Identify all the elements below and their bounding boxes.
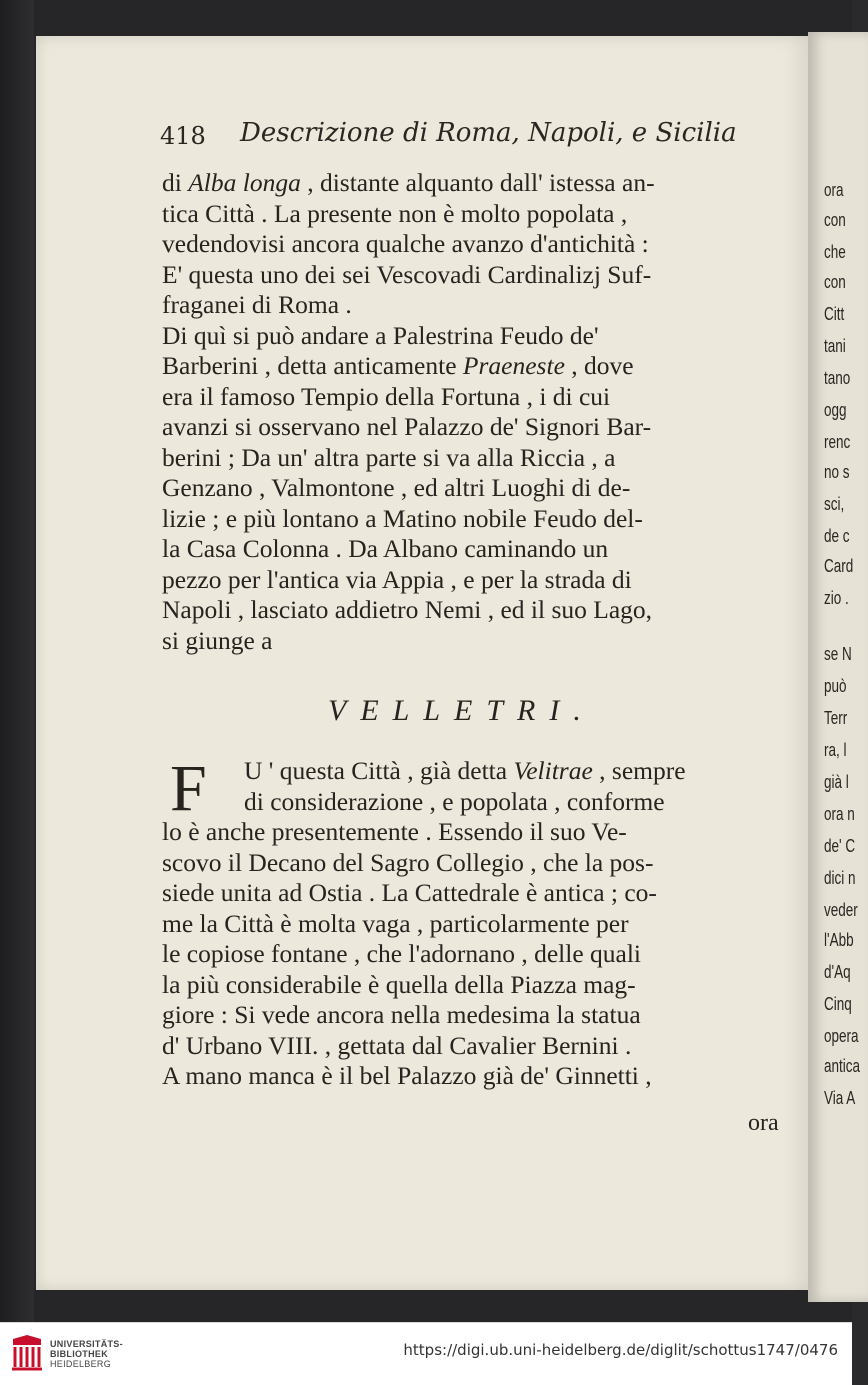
text-line	[162, 595, 652, 625]
text-line	[162, 848, 653, 878]
text-line	[244, 787, 665, 817]
text-span: fraganei di Roma .	[162, 290, 352, 319]
text-span: pezzo per l'antica via Appia , e per la strada di	[162, 564, 632, 594]
text-line	[162, 382, 610, 412]
facing-page-fragment: tani	[824, 336, 846, 356]
facing-page-fragment: Citt	[824, 304, 845, 324]
text-line	[162, 909, 629, 939]
page-header	[160, 118, 760, 158]
text-span: Barberini , detta anticamente	[162, 351, 463, 380]
text-line	[162, 939, 641, 969]
facing-page-fragment: zio .	[824, 588, 849, 608]
text-line	[162, 878, 657, 908]
italic-phrase: Velitrae	[513, 756, 593, 785]
logo-text-line1: UNIVERSITÄTS-	[50, 1339, 123, 1349]
facing-page-fragment: ora	[824, 180, 844, 200]
facing-page-fragment: Terr	[824, 708, 848, 728]
text-line	[162, 321, 599, 351]
text-span: Di quì si può andare a Palestrina Feudo de'	[162, 320, 599, 350]
facing-page-fragment: Cinq	[824, 994, 852, 1014]
text-span: d' Urbano VIII. , gettata dal Cavalier Bernini .	[162, 1030, 632, 1060]
facing-page-fragment: con	[824, 210, 846, 230]
text-span: vedendovisi ancora qualche avanzo d'antichità :	[162, 229, 649, 258]
text-line	[162, 504, 643, 534]
logo-text-line3: HEIDELBERG	[50, 1359, 112, 1369]
text-span: siede unita ad Ostia . La Cattedrale è antica ; co-	[162, 878, 657, 907]
facing-page-fragment: con	[824, 272, 846, 292]
scan-background-left	[0, 0, 34, 1322]
text-span: giore : Si vede ancora nella medesima la statua	[162, 1000, 641, 1029]
facing-page-fragment: può	[824, 676, 847, 696]
text-span: si giunge a	[162, 625, 273, 655]
text-span: di	[162, 168, 189, 197]
text-line	[162, 443, 615, 473]
page-number: 418	[160, 122, 206, 150]
drop-capital: F	[170, 752, 207, 825]
text-span: tica Città . La presente non è molto popolata ,	[162, 198, 628, 228]
text-line	[162, 290, 352, 320]
text-span: , dove	[564, 351, 634, 380]
facing-page-fragment: Via A	[824, 1088, 856, 1108]
running-title: Descrizione di Roma, Napoli, e Sicilia	[240, 118, 737, 148]
facing-page-fragment: dici n	[824, 868, 856, 888]
facing-page-fragment: no s	[824, 462, 850, 482]
text-line	[162, 565, 632, 595]
text-line	[162, 199, 627, 229]
facing-page-fragment: d'Aq	[824, 962, 851, 982]
text-line	[244, 756, 686, 786]
text-span: lo è anche presentemente . Essendo il suo Ve-	[162, 817, 627, 846]
permalink-url[interactable]: https://digi.ub.uni-heidelberg.de/diglit/schottus1747/0476	[403, 1341, 838, 1359]
university-logo-icon	[10, 1333, 44, 1373]
italic-phrase: Alba longa	[188, 168, 301, 197]
facing-page-fragment: de c	[824, 526, 850, 546]
facing-page-fragment: l'Abb	[824, 930, 854, 950]
text-line	[162, 817, 627, 847]
text-span: scovo il Decano del Sagro Collegio , che la pos-	[162, 847, 654, 877]
text-span: me la Città è molta vaga , particolarmente per	[162, 908, 629, 938]
italic-phrase: Praeneste	[462, 351, 565, 380]
text-line	[162, 970, 636, 1000]
text-line	[162, 1000, 641, 1030]
text-span: , sempre	[592, 756, 686, 785]
facing-page-fragment: antica	[824, 1056, 861, 1076]
facing-page-fragment: tano	[824, 368, 851, 388]
logo-text-line2: BIBLIOTHEK	[50, 1349, 108, 1359]
facing-page-fragment: ogg	[824, 400, 847, 420]
text-span: , distante alquanto dall' istessa an-	[300, 168, 655, 197]
text-span: di considerazione , e popolata , conforme	[244, 786, 665, 816]
text-span: berini ; Da un' altra parte si va alla Riccia , a	[162, 442, 616, 472]
text-span: la Casa Colonna . Da Albano caminando un	[162, 534, 609, 563]
text-line	[162, 626, 272, 656]
text-span: lizie ; e più lontano a Matino nobile Feudo del-	[162, 503, 643, 533]
facing-page-fragment: Card	[824, 556, 854, 576]
text-line	[162, 412, 651, 442]
text-span: A mano manca è il bel Palazzo già de' Ginnetti ,	[162, 1061, 652, 1090]
text-span: era il famoso Tempio della Fortuna , i di cui	[162, 381, 611, 411]
text-line	[162, 1061, 652, 1091]
text-span: le copiose fontane , che l'adornano , delle quali	[162, 939, 641, 968]
facing-page-fragment: ra, l	[824, 740, 847, 760]
text-span: avanzi si osservano nel Palazzo de' Signori Bar-	[162, 412, 652, 441]
facing-page-fragment: sci,	[824, 494, 845, 514]
facing-page-fragment: renc	[824, 432, 851, 452]
text-span: U ' questa Città , già detta	[244, 756, 514, 785]
text-line	[162, 260, 651, 290]
viewer-footer	[0, 1322, 852, 1385]
facing-page-fragment: già l	[824, 772, 849, 792]
text-span: E' questa uno dei sei Vescovadi Cardinalizj Suf-	[162, 259, 652, 289]
text-span: la più considerabile è quella della Piazza mag-	[162, 969, 636, 999]
text-line	[162, 534, 608, 564]
text-span: Genzano , Valmontone , ed altri Luoghi di de-	[162, 473, 631, 502]
text-line	[162, 1031, 631, 1061]
text-line	[162, 229, 649, 259]
section-heading: VELLETRI.	[328, 694, 595, 727]
facing-page-fragment: veder	[824, 900, 858, 920]
catchword: ora	[748, 1110, 779, 1136]
text-line	[162, 473, 630, 503]
facing-page-fragment: de' C	[824, 836, 856, 856]
text-span: Napoli , lasciato addietro Nemi , ed il suo Lago,	[162, 595, 653, 624]
facing-page-edge	[808, 32, 868, 1302]
facing-page-fragment: opera	[824, 1026, 859, 1046]
text-line	[162, 168, 655, 198]
facing-page-fragment: ora n	[824, 804, 855, 824]
facing-page-fragment: che	[824, 242, 846, 262]
text-line	[162, 351, 634, 381]
facing-page-fragment: se N	[824, 644, 852, 664]
